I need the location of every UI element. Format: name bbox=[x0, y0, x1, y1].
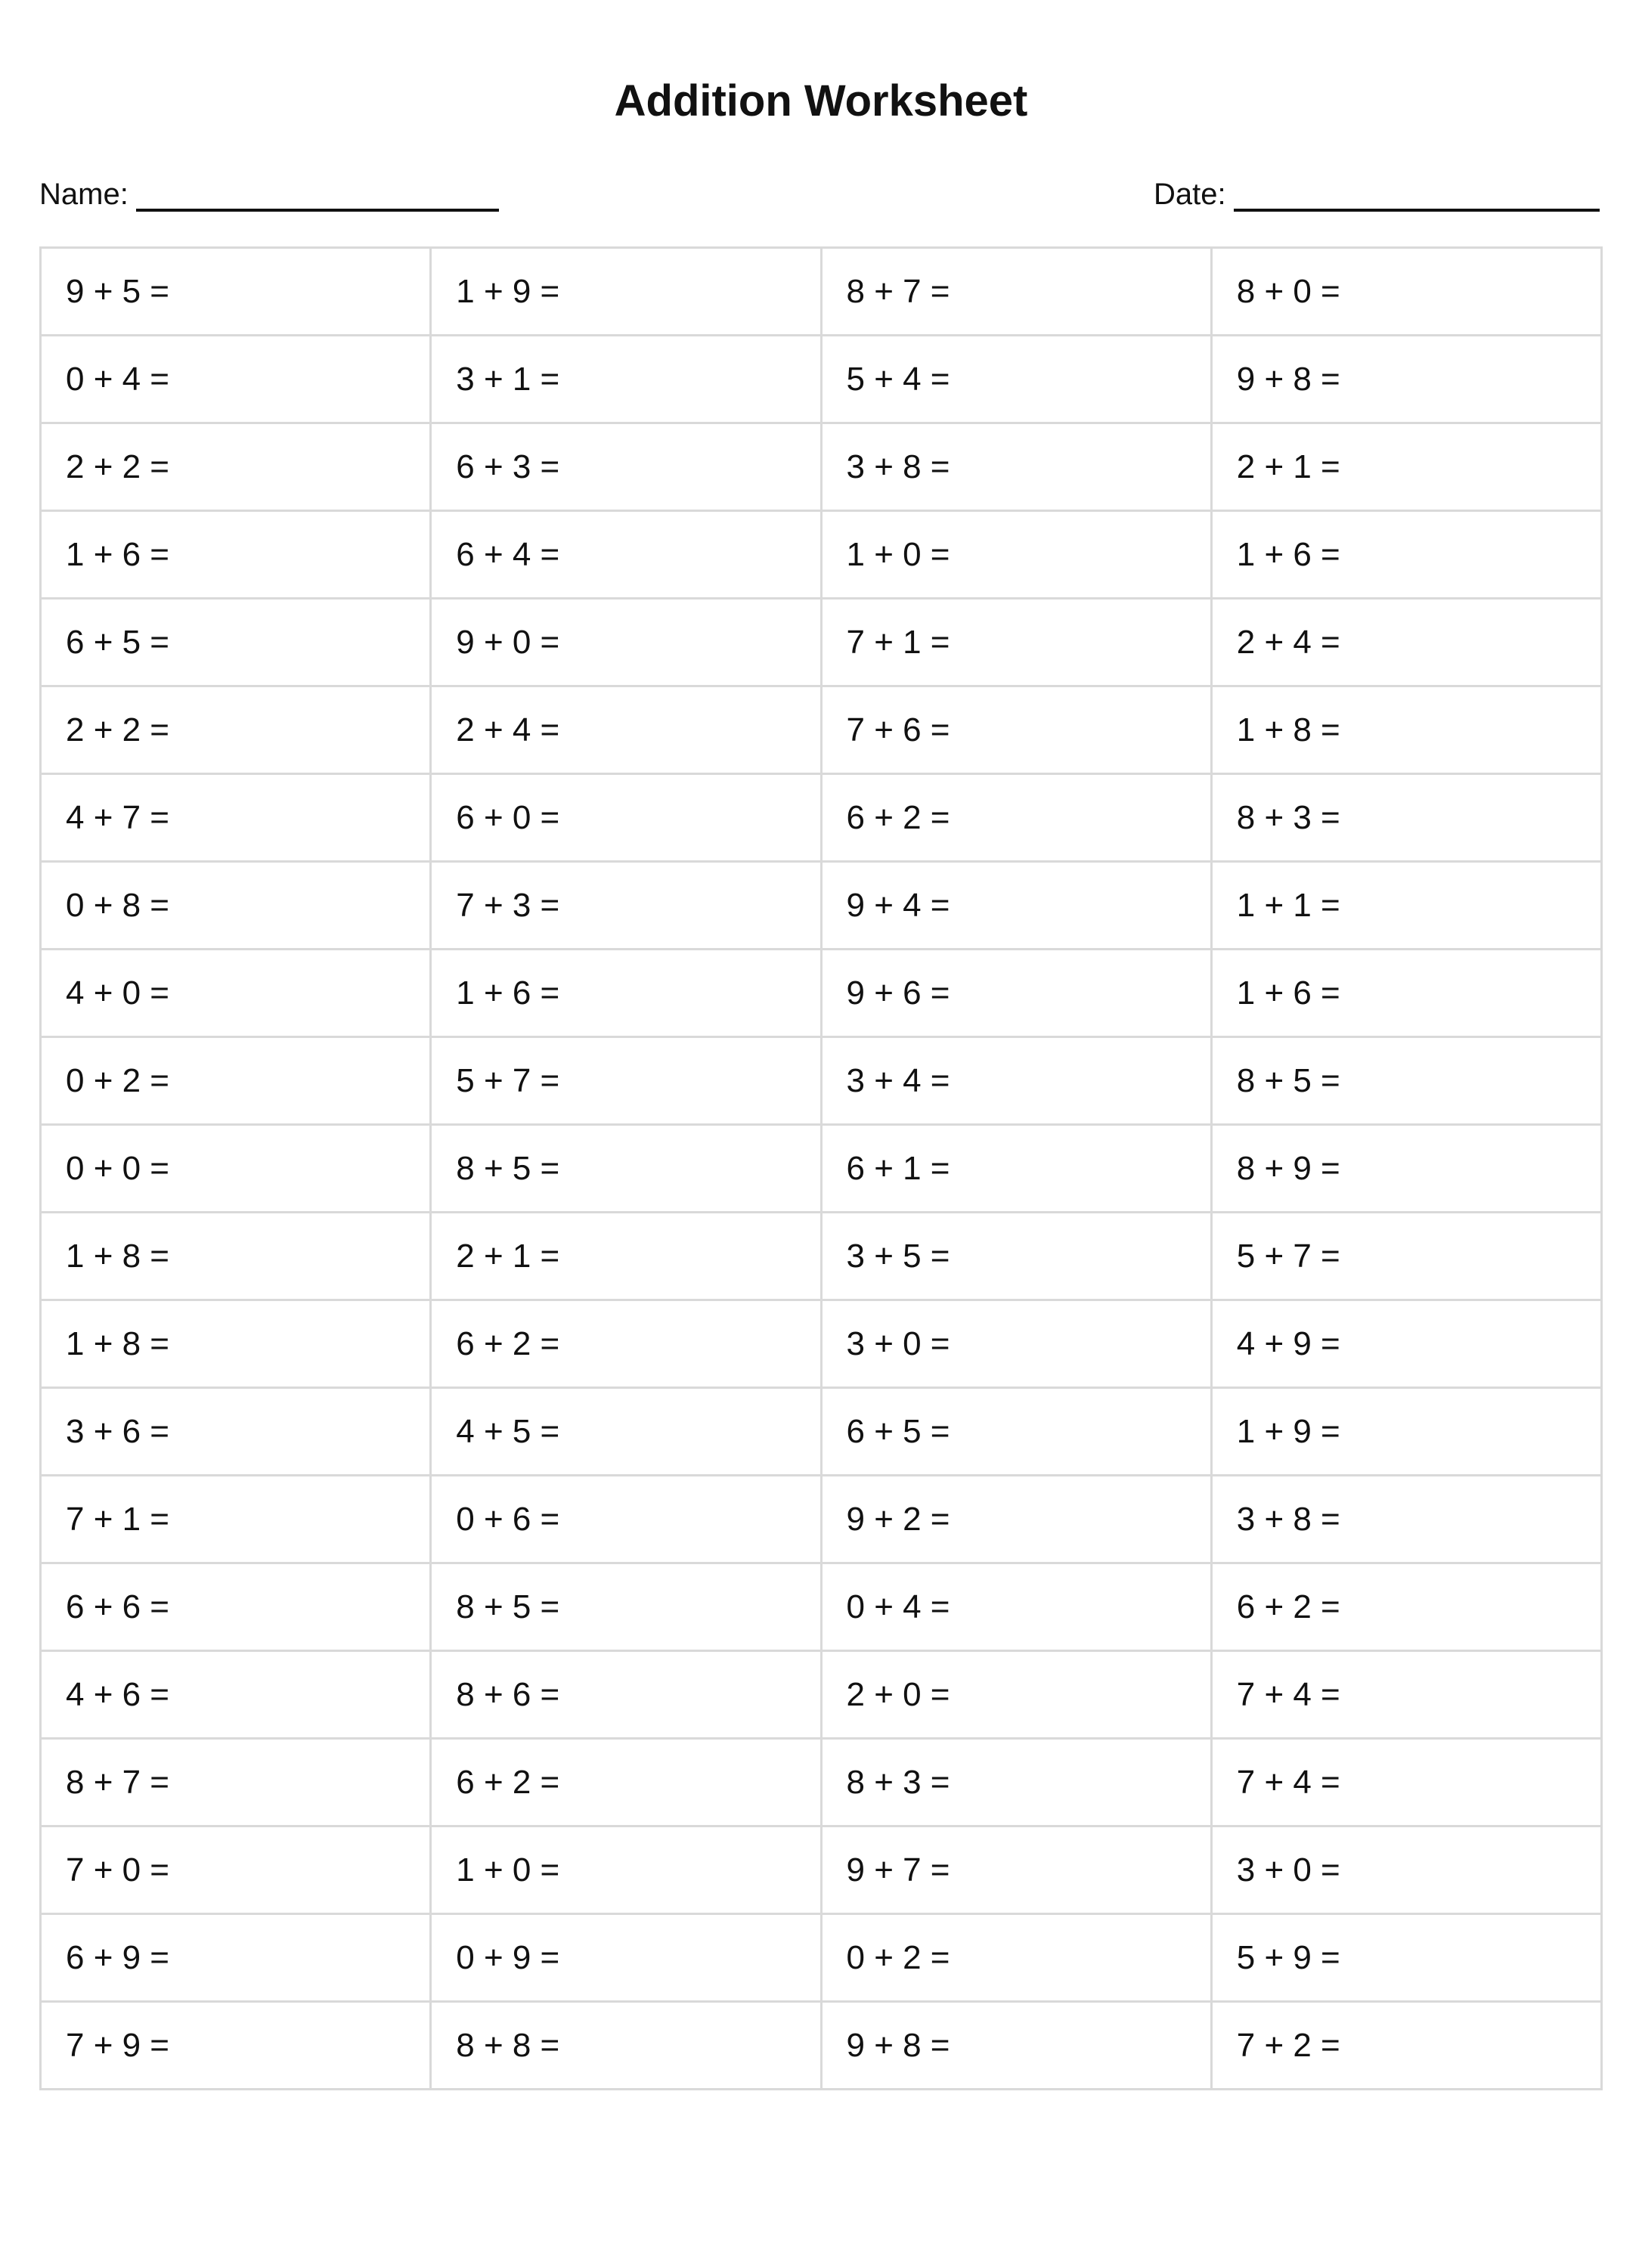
problem-cell: 6 + 1 = bbox=[821, 1125, 1211, 1213]
problem-cell: 3 + 0 = bbox=[821, 1300, 1211, 1388]
problem-row bbox=[41, 1739, 1602, 1826]
problem-cell: 4 + 5 = bbox=[431, 1388, 821, 1476]
problem-cell: 7 + 1 = bbox=[41, 1476, 431, 1563]
problem-cell: 4 + 9 = bbox=[1211, 1300, 1601, 1388]
problem-row bbox=[41, 774, 1602, 862]
problem-row bbox=[41, 1388, 1602, 1476]
problem-cell: 4 + 7 = bbox=[41, 774, 431, 862]
problem-row bbox=[41, 1300, 1602, 1388]
problem-cell: 1 + 6 = bbox=[41, 511, 431, 599]
problem-cell: 1 + 6 = bbox=[1211, 511, 1601, 599]
problem-row bbox=[41, 950, 1602, 1037]
problem-cell: 8 + 7 = bbox=[41, 1739, 431, 1826]
problem-cell: 0 + 4 = bbox=[821, 1563, 1211, 1651]
problem-cell: 6 + 0 = bbox=[431, 774, 821, 862]
problem-cell: 8 + 3 = bbox=[1211, 774, 1601, 862]
problem-row bbox=[41, 2002, 1602, 2090]
problem-cell: 5 + 4 = bbox=[821, 336, 1211, 423]
problem-cell: 6 + 2 = bbox=[431, 1739, 821, 1826]
problem-cell: 2 + 1 = bbox=[431, 1213, 821, 1300]
problem-cell: 1 + 8 = bbox=[41, 1300, 431, 1388]
problem-cell: 7 + 3 = bbox=[431, 862, 821, 950]
problem-cell: 6 + 3 = bbox=[431, 423, 821, 511]
problem-cell: 6 + 4 = bbox=[431, 511, 821, 599]
problem-row bbox=[41, 1037, 1602, 1125]
problem-cell: 3 + 4 = bbox=[821, 1037, 1211, 1125]
problem-row bbox=[41, 1826, 1602, 1914]
problem-cell: 1 + 9 = bbox=[431, 248, 821, 336]
problem-cell: 3 + 1 = bbox=[431, 336, 821, 423]
problem-cell: 9 + 8 = bbox=[1211, 336, 1601, 423]
problem-cell: 8 + 9 = bbox=[1211, 1125, 1601, 1213]
problem-cell: 8 + 0 = bbox=[1211, 248, 1601, 336]
problems-grid-body bbox=[41, 248, 1602, 2090]
problem-cell: 2 + 2 = bbox=[41, 686, 431, 774]
problem-row bbox=[41, 423, 1602, 511]
problem-cell: 0 + 2 = bbox=[41, 1037, 431, 1125]
problem-cell: 7 + 4 = bbox=[1211, 1651, 1601, 1739]
problem-cell: 5 + 7 = bbox=[431, 1037, 821, 1125]
date-blank-line[interactable] bbox=[1234, 171, 1600, 212]
problem-cell: 9 + 5 = bbox=[41, 248, 431, 336]
problem-cell: 0 + 9 = bbox=[431, 1914, 821, 2002]
problem-cell: 8 + 5 = bbox=[431, 1563, 821, 1651]
problem-cell: 8 + 8 = bbox=[431, 2002, 821, 2090]
problem-cell: 2 + 0 = bbox=[821, 1651, 1211, 1739]
problem-cell: 0 + 4 = bbox=[41, 336, 431, 423]
problem-cell: 9 + 7 = bbox=[821, 1826, 1211, 1914]
worksheet-title: Addition Worksheet bbox=[614, 76, 1028, 125]
problem-row bbox=[41, 686, 1602, 774]
problem-row bbox=[41, 1476, 1602, 1563]
name-label: Name: bbox=[39, 178, 129, 211]
problem-cell: 8 + 5 = bbox=[1211, 1037, 1601, 1125]
problem-cell: 3 + 8 = bbox=[821, 423, 1211, 511]
problem-cell: 1 + 8 = bbox=[1211, 686, 1601, 774]
problem-cell: 7 + 1 = bbox=[821, 599, 1211, 686]
problem-cell: 9 + 6 = bbox=[821, 950, 1211, 1037]
problem-cell: 1 + 6 = bbox=[1211, 950, 1601, 1037]
problem-cell: 2 + 4 = bbox=[1211, 599, 1601, 686]
name-field bbox=[39, 169, 499, 212]
problem-cell: 8 + 5 = bbox=[431, 1125, 821, 1213]
problem-cell: 4 + 0 = bbox=[41, 950, 431, 1037]
problem-row bbox=[41, 248, 1602, 336]
problem-cell: 3 + 5 = bbox=[821, 1213, 1211, 1300]
problem-cell: 5 + 9 = bbox=[1211, 1914, 1601, 2002]
problem-cell: 6 + 2 = bbox=[821, 774, 1211, 862]
problem-cell: 7 + 6 = bbox=[821, 686, 1211, 774]
problem-cell: 7 + 9 = bbox=[41, 2002, 431, 2090]
problem-cell: 6 + 2 = bbox=[431, 1300, 821, 1388]
problem-cell: 9 + 4 = bbox=[821, 862, 1211, 950]
problem-cell: 7 + 2 = bbox=[1211, 2002, 1601, 2090]
problem-cell: 3 + 8 = bbox=[1211, 1476, 1601, 1563]
problem-cell: 1 + 8 = bbox=[41, 1213, 431, 1300]
problem-cell: 4 + 6 = bbox=[41, 1651, 431, 1739]
problem-cell: 8 + 3 = bbox=[821, 1739, 1211, 1826]
problem-cell: 2 + 1 = bbox=[1211, 423, 1601, 511]
problem-row bbox=[41, 1914, 1602, 2002]
problem-cell: 9 + 8 = bbox=[821, 2002, 1211, 2090]
problem-cell: 6 + 2 = bbox=[1211, 1563, 1601, 1651]
problem-row bbox=[41, 599, 1602, 686]
problem-cell: 6 + 9 = bbox=[41, 1914, 431, 2002]
problem-cell: 6 + 5 = bbox=[41, 599, 431, 686]
problem-cell: 3 + 0 = bbox=[1211, 1826, 1601, 1914]
problem-cell: 1 + 0 = bbox=[431, 1826, 821, 1914]
problem-cell: 2 + 4 = bbox=[431, 686, 821, 774]
problem-cell: 9 + 0 = bbox=[431, 599, 821, 686]
problem-cell: 6 + 5 = bbox=[821, 1388, 1211, 1476]
problem-cell: 5 + 7 = bbox=[1211, 1213, 1601, 1300]
problem-row bbox=[41, 1213, 1602, 1300]
problem-cell: 7 + 4 = bbox=[1211, 1739, 1601, 1826]
problem-cell: 3 + 6 = bbox=[41, 1388, 431, 1476]
problem-cell: 1 + 6 = bbox=[431, 950, 821, 1037]
problems-grid bbox=[39, 246, 1603, 2090]
problem-row bbox=[41, 511, 1602, 599]
problem-cell: 1 + 1 = bbox=[1211, 862, 1601, 950]
problem-cell: 0 + 8 = bbox=[41, 862, 431, 950]
problem-cell: 0 + 0 = bbox=[41, 1125, 431, 1213]
problem-cell: 9 + 2 = bbox=[821, 1476, 1211, 1563]
problem-cell: 1 + 0 = bbox=[821, 511, 1211, 599]
name-blank-line[interactable] bbox=[136, 171, 499, 212]
date-field bbox=[1154, 169, 1600, 212]
problem-row bbox=[41, 336, 1602, 423]
problem-cell: 7 + 0 = bbox=[41, 1826, 431, 1914]
problem-cell: 8 + 7 = bbox=[821, 248, 1211, 336]
date-label: Date: bbox=[1154, 178, 1226, 211]
problem-cell: 0 + 6 = bbox=[431, 1476, 821, 1563]
problem-cell: 2 + 2 = bbox=[41, 423, 431, 511]
problem-cell: 8 + 6 = bbox=[431, 1651, 821, 1739]
problem-cell: 1 + 9 = bbox=[1211, 1388, 1601, 1476]
problem-row bbox=[41, 1563, 1602, 1651]
problem-row bbox=[41, 1651, 1602, 1739]
problem-row bbox=[41, 1125, 1602, 1213]
problem-cell: 6 + 6 = bbox=[41, 1563, 431, 1651]
problem-row bbox=[41, 862, 1602, 950]
problem-cell: 0 + 2 = bbox=[821, 1914, 1211, 2002]
